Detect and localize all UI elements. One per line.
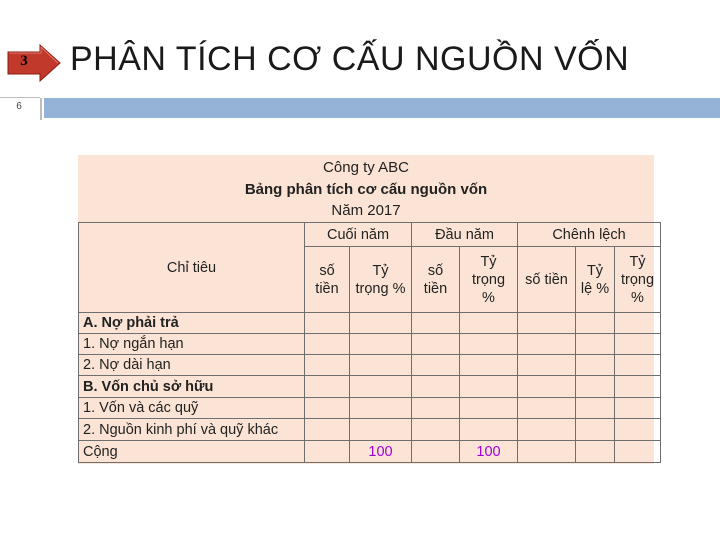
row-label: 1. Vốn và các quỹ <box>79 398 305 419</box>
table-row <box>79 419 661 441</box>
column-group-end-of-year: Cuối năm <box>305 223 412 247</box>
column-header-indicator: Chỉ tiêu <box>79 223 305 313</box>
row-label: A. Nợ phải trả <box>79 313 305 334</box>
column-group-start-of-year: Đầu năm <box>412 223 518 247</box>
table-row <box>79 376 661 398</box>
subheader-amount-end: số tiền <box>305 247 350 313</box>
report-year: Năm 2017 <box>331 202 401 219</box>
subheader-weight-end: Tỷ trọng % <box>350 247 412 313</box>
row-label: B. Vốn chủ sở hữu <box>79 376 305 398</box>
section-number: 3 <box>20 53 28 69</box>
table-row <box>79 334 661 355</box>
page-number: 6 <box>16 101 22 112</box>
subheader-ratio-diff: Tỷ lệ % <box>576 247 615 313</box>
subheader-amount-diff: số tiền <box>518 247 576 313</box>
subheader-amount-start: số tiền <box>412 247 460 313</box>
slide-title: PHÂN TÍCH CƠ CẤU NGUỒN VỐN <box>70 40 630 78</box>
header-row <box>79 223 661 247</box>
header-bar <box>44 98 720 118</box>
total-label: Cộng <box>79 441 305 463</box>
row-label: 1. Nợ ngắn hạn <box>79 334 305 355</box>
subheader-weight-start: Tỷ trọng % <box>460 247 518 313</box>
report-heading: Bảng phân tích cơ cấu nguồn vốn <box>244 181 488 198</box>
total-weight-start: 100 <box>460 441 518 463</box>
subheader-weight-diff: Tỷ trọng % <box>615 247 661 313</box>
table-row <box>79 355 661 376</box>
row-label: 2. Nợ dài hạn <box>79 355 305 376</box>
total-weight-end: 100 <box>350 441 412 463</box>
total-row <box>79 441 661 463</box>
column-group-difference: Chênh lệch <box>518 223 661 247</box>
table-row <box>79 398 661 419</box>
table-row <box>79 313 661 334</box>
company-name: Công ty ABC <box>323 159 409 176</box>
capital-structure-table <box>78 222 661 463</box>
row-label: 2. Nguồn kinh phí và quỹ khác <box>79 419 305 441</box>
